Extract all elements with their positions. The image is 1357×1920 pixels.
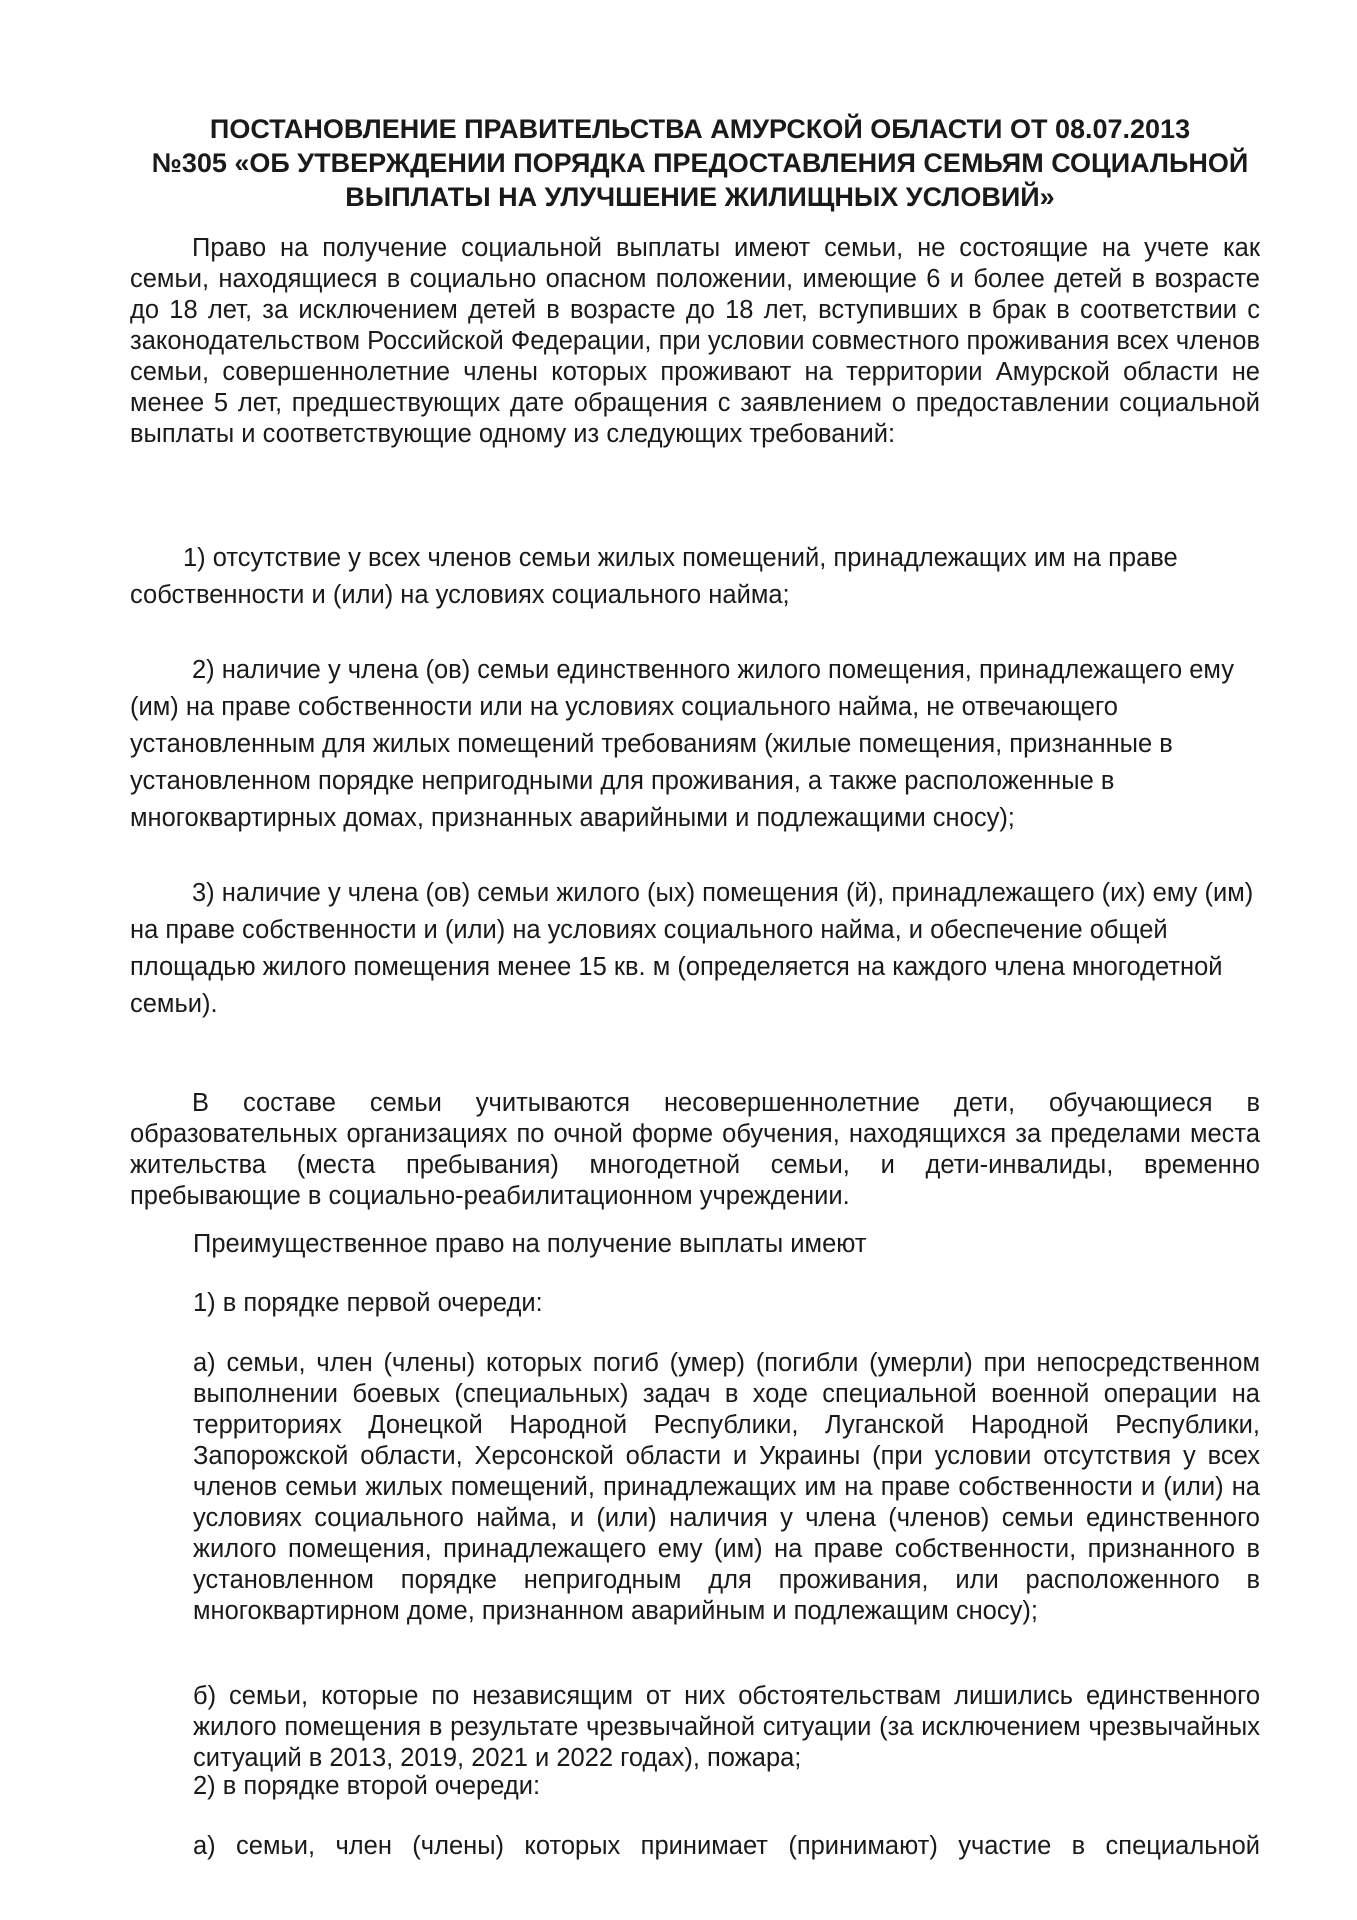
second-queue-heading: 2) в порядке второй очереди:: [193, 1772, 541, 1800]
title-line: ПОСТАНОВЛЕНИЕ ПРАВИТЕЛЬСТВА АМУРСКОЙ ОБЛАСТИ ОТ 08.07.2013: [209, 114, 1191, 144]
priority-heading: Преимущественное право на получение выплаты имеют: [193, 1230, 867, 1258]
family-composition-paragraph: В составе семьи учитываются несовершеннолетние дети, обучающиеся в образовательных организациях по очной форме обучения, находящихся за пределами места жительства (места пребывания) многодетной семьи, и дети-инвалиды, временно пребывающие в социально-реабилитационном учреждении.: [130, 1089, 1260, 1210]
title-line: №305 «ОБ УТВЕРЖДЕНИИ ПОРЯДКА ПРЕДОСТАВЛЕНИЯ СЕМЬЯМ СОЦИАЛЬНОЙ: [151, 148, 1249, 178]
requirement-2: 2) наличие у члена (ов) семьи единственного жилого помещения, принадлежащего ему (им) на праве собственности или на условиях социального найма, не отвечающего установленным для жилых помещений требованиям (жилые помещения, признанные в установленном порядке непригодными для проживания, а также расположенные в многоквартирных домах, признанных аварийными и подлежащими сносу);: [130, 656, 1234, 832]
first-queue-heading: 1) в порядке первой очереди:: [193, 1289, 543, 1317]
intro-paragraph: Право на получение социальной выплаты имеют семьи, не состоящие на учете как семьи, находящиеся в социально опасном положении, имеющие 6 и более детей в возрасте до 18 лет, за исключением детей в возрасте до 18 лет, вступивших в брак в соответствии с законодательством Российской Федерации, при условии совместного проживания всех членов семьи, совершеннолетние члены которых проживают на территории Амурской области не менее 5 лет, предшествующих дате обращения с заявлением о предоставлении социальной выплаты и соответствующие одному из следующих требований:: [130, 234, 1260, 448]
first-queue-item-a: а) семьи, член (члены) которых погиб (умер) (погибли (умерли) при непосредственном выполнении боевых (специальных) задач в ходе специальной военной операции на территориях Донецкой Народной Республики, Луганской Народной Республики, Запорожской области, Херсонской области и Украины (при условии отсутствия у всех членов семьи жилых помещений, принадлежащих им на праве собственности и (или) на условиях социального найма, и (или) наличия у члена (членов) семьи единственного жилого помещения, принадлежащего ему (им) на праве собственности, признанного в установленном порядке непригодным для проживания, или расположенного в многоквартирном доме, признанном аварийным и подлежащим сносу);: [193, 1349, 1260, 1625]
requirement-3: 3) наличие у члена (ов) семьи жилого (ых) помещения (й), принадлежащего (их) ему (им) на праве собственности и (или) на условиях социального найма, и обеспечение общей площадью жилого помещения менее 15 кв. м (определяется на каждого члена многодетной семьи).: [130, 879, 1254, 1018]
second-queue-item-a: а) семьи, член (члены) которых принимает (принимают) участие в специальной: [193, 1832, 1260, 1860]
first-queue-item-b: б) семьи, которые по независящим от них обстоятельствам лишились единственного жилого помещения в результате чрезвычайной ситуации (за исключением чрезвычайных ситуаций в 2013, 2019, 2021 и 2022 годах), пожара;: [193, 1682, 1260, 1772]
requirement-1: 1) отсутствие у всех членов семьи жилых помещений, принадлежащих им на праве собственности и (или) на условиях социального найма;: [130, 544, 1178, 609]
title-line: ВЫПЛАТЫ НА УЛУЧШЕНИЕ ЖИЛИЩНЫХ УСЛОВИЙ»: [345, 182, 1055, 212]
document-title: [135, 112, 1265, 214]
